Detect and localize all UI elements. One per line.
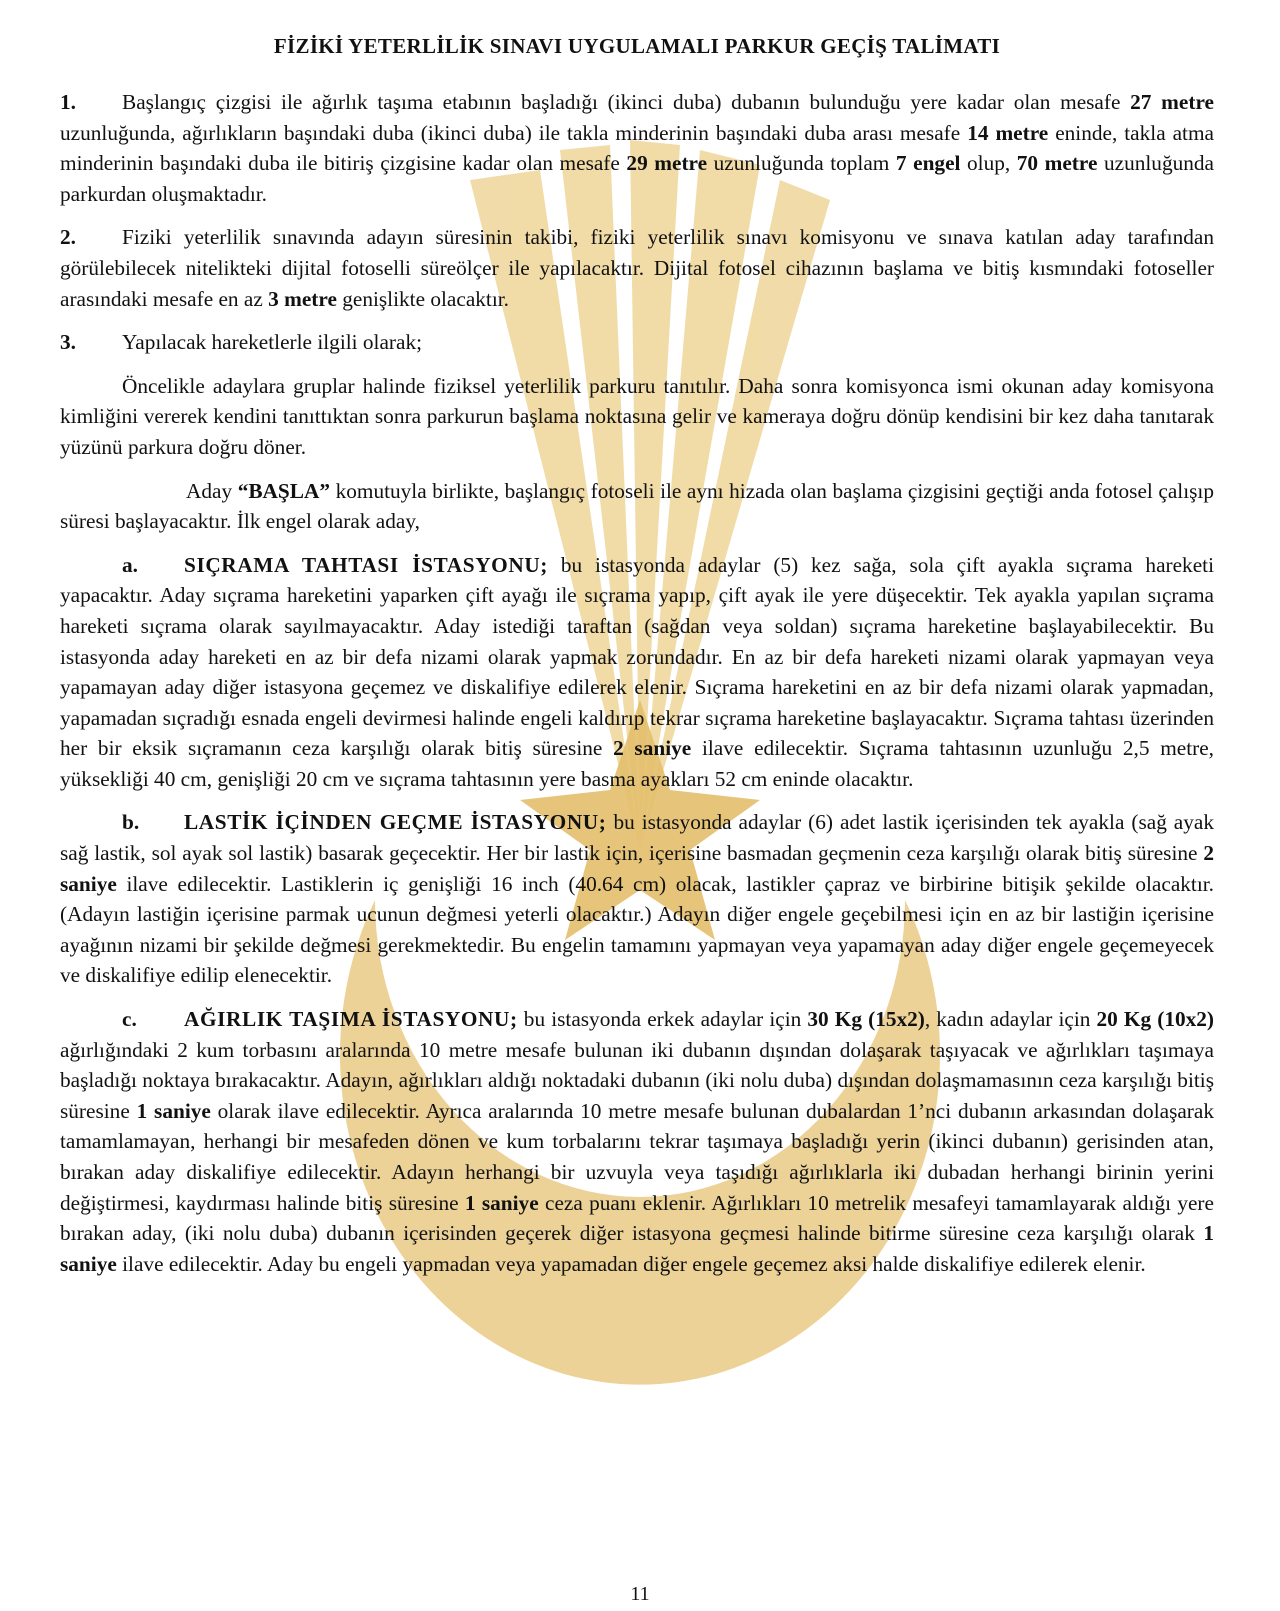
station-c-letter: c. <box>122 1007 137 1032</box>
station-c: c. AĞIRLIK TAŞIMA İSTASYONU; bu istasyonda erkek adaylar için 30 Kg (15x2), kadın adaylar için 20 Kg (10x2) ağırlığındaki 2 kum torbasını aralarında 10 metre mesafe bulunan iki dubanın dışından dolaşarak taşıyacak ve ağırlıkları taşımaya başladığı noktaya bırakacaktır. Adayın, ağırlıkları aldığı noktadaki dubanın (iki nolu duba) dışından dolaşmamasının ceza karşılığı bitiş süresine 1 saniye olarak ilave edilecektir. Ayrıca aralarında 10 metre mesafe bulunan dubalardan 1’nci dubanın arkasından dolaşarak tamamlamayan, herhangi bir mesafeden dönen ve kum torbalarını tekrar taşımaya başladığı yerin (ikinci dubanın) gerisinden atan, bırakan aday diskalifiye edilecektir. Adayın herhangi bir uzvuyla veya taşıdığı ağırlıklarla iki dubadan herhangi birinin yerini değiştirmesi, kaydırması halinde bitiş süresine 1 saniye ceza puanı eklenir. Ağırlıkları 10 metrelik mesafeyi tamamlayarak aldığı yere bırakan aday, (iki nolu duba) dubanın içerisinden geçerek diğer istasyona geçmesi halinde bitirme süresine ceza karşılığı olarak 1 saniye ilave edilecektir. Aday bu engeli yapmadan veya yapamadan diğer engele geçemez aksi halde diskalifiye edilerek elenir. <box>60 1004 1214 1279</box>
paragraph-3: 3. Yapılacak hareketlerle ilgili olarak; <box>60 327 1214 358</box>
paragraph-4: Öncelikle adaylara gruplar halinde fiziksel yeterlilik parkuru tanıtılır. Daha sonra komisyonca ismi okunan aday komisyona kimliğini vererek kendini tanıttıktan sonra parkurun başlama noktasına gelir ve kameraya doğru dönüp kendisini bir kez daha tanıtarak yüzünü parkura doğru döner. <box>60 373 1214 459</box>
item-number-1: 1. <box>60 90 76 114</box>
station-b-heading: LASTİK İÇİNDEN GEÇME İSTASYONU; <box>184 810 607 835</box>
item-number-2: 2. <box>60 225 76 250</box>
station-b-letter: b. <box>122 810 140 835</box>
paragraph-5: Aday “BAŞLA” komutuyla birlikte, başlangıç fotoseli ile aynı hizada olan başlama çizgisini geçtiği anda fotosel çalışıp süresi başlayacaktır. İlk engel olarak aday, <box>60 478 1214 534</box>
page-number: 11 <box>630 1583 650 1605</box>
station-b: b. LASTİK İÇİNDEN GEÇME İSTASYONU; bu istasyonda adaylar (6) adet lastik içerisinden tek ayakla (sağ ayak sağ lastik, sol ayak sol lastik) basarak geçecektir. Her bir lastik için, içerisine basmadan geçmenin ceza karşılığı olarak bitiş süresine 2 saniye ilave edilecektir. Lastiklerin iç genişliği 16 inch (40.64 cm) olacak, lastikler çapraz ve birbirine bitişik şekilde olacaktır. (Adayın lastiğin içerisine parmak ucunun değmesi yeterli olacaktır.) Adayın diğer engele geçebilmesi için en az bir lastiğin içerisine ayağının nizami bir şekilde değmesi gerekmektedir. Bu engelin tamamını yapmayan veya yapamayan aday diğer engele geçemeyecek ve diskalifiye edilip elenecektir. <box>60 807 1214 991</box>
paragraph-1: 1. Başlangıç çizgisi ile ağırlık taşıma etabının başladığı (ikinci duba) dubanın bulunduğu yere kadar olan mesafe 27 metre uzunluğunda, ağırlıkların başındaki duba (ikinci duba) ile takla minderinin başındaki duba arası mesafe 14 metre eninde, takla atma minderinin başındaki duba ile bitiriş çizgisine kadar olan mesafe 29 metre uzunluğunda toplam 7 engel olup, 70 metre uzunluğunda parkurdan oluşmaktadır. <box>60 87 1214 209</box>
paragraph-2: 2. Fiziki yeterlilik sınavında adayın süresinin takibi, fiziki yeterlilik sınavı komisyonu ve sınava katılan aday tarafından görülebilecek nitelikteki dijital fotoselli süreölçer ile yapılacaktır. Dijital fotosel cihazının başlama ve bitiş kısmındaki fotoseller arasındaki mesafe en az 3 metre genişlikte olacaktır. <box>60 222 1214 314</box>
document-page <box>60 0 1214 1292</box>
station-c-heading: AĞIRLIK TAŞIMA İSTASYONU; <box>184 1007 518 1032</box>
item-number-3: 3. <box>60 330 76 355</box>
station-a: a. SIÇRAMA TAHTASI İSTASYONU; bu istasyonda adaylar (5) kez sağa, sola çift ayakla sıçrama hareketi yapacaktır. Aday sıçrama hareketini yaparken çift ayağı ile sıçrama yapıp, çift ayak ile yere düşecektir. Tek ayakla yapılan sıçrama hareketi sıçrama olarak sayılmayacaktır. Aday istediği taraftan (sağdan veya soldan) sıçrama hareketine başlayabilecektir. Bu istasyonda aday hareketi en az bir defa nizami olarak yapmak zorundadır. En az bir defa hareketi nizami olarak yapmayan veya yapamayan aday diğer istasyona geçemez ve diskalifiye edilerek elenir. Sıçrama hareketini en az bir defa nizami olarak yapmadan, yapamadan sıçradığı esnada engeli devirmesi halinde engeli kaldırıp tekrar sıçrama hareketine başlayacaktır. Sıçrama tahtası üzerinden her bir eksik sıçramanın ceza karşılığı olarak bitiş süresine 2 saniye ilave edilecektir. Sıçrama tahtasının uzunluğu 2,5 metre, yüksekliği 40 cm, genişliği 20 cm ve sıçrama tahtasının yere basma ayakları 52 cm eninde olacaktır. <box>60 550 1214 795</box>
station-a-heading: SIÇRAMA TAHTASI İSTASYONU; <box>184 552 549 577</box>
page-title: FİZİKİ YETERLİLİK SINAVI UYGULAMALI PARKUR GEÇİŞ TALİMATI <box>273 34 1001 58</box>
station-a-letter: a. <box>122 552 138 577</box>
